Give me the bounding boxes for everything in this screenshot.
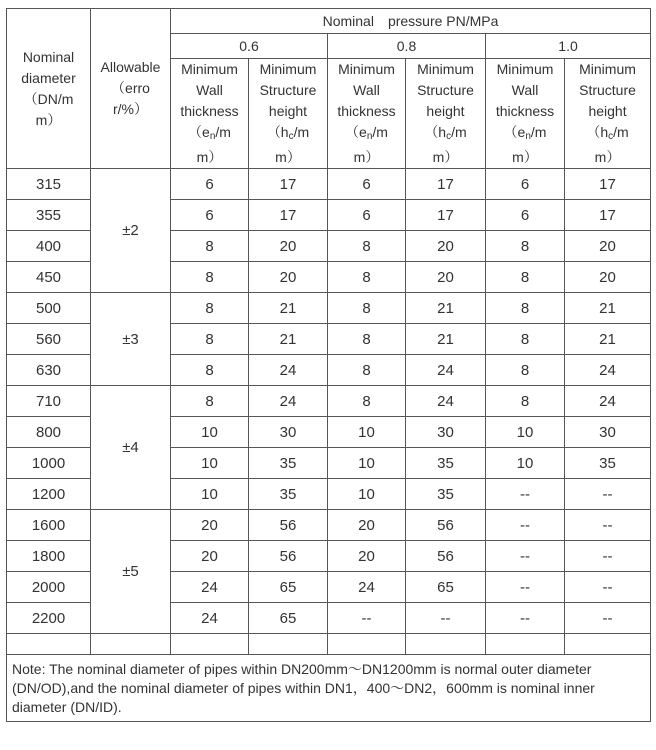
diameter-cell: 1600 <box>7 510 91 541</box>
structure-height-cell: -- <box>565 479 651 510</box>
note-row <box>7 655 651 722</box>
table-row <box>7 386 651 417</box>
structure-height-cell: 20 <box>565 231 651 262</box>
wall-thickness-cell: -- <box>328 603 406 634</box>
structure-height-cell: -- <box>565 510 651 541</box>
wall-thickness-cell: 10 <box>328 479 406 510</box>
structure-height-cell: -- <box>565 541 651 572</box>
header-structure-height: Minimum Structure height （$h_c/m$ m） <box>565 59 651 169</box>
structure-height-cell: 35 <box>406 479 486 510</box>
structure-height-cell: 17 <box>406 200 486 231</box>
header-nominal-pressure: Nominal pressure PN/MPa <box>171 9 651 34</box>
wall-thickness-cell: 8 <box>486 386 565 417</box>
wall-thickness-cell: 8 <box>171 231 249 262</box>
structure-height-cell: 20 <box>406 231 486 262</box>
structure-height-cell: 35 <box>565 448 651 479</box>
allowable-error-cell: ±5 <box>91 510 171 634</box>
structure-height-cell: 30 <box>249 417 328 448</box>
wall-thickness-cell: 8 <box>171 324 249 355</box>
allowable-error-cell: ±3 <box>91 293 171 386</box>
structure-height-cell: 56 <box>406 510 486 541</box>
wall-thickness-cell: 10 <box>171 479 249 510</box>
wall-thickness-cell: 10 <box>486 417 565 448</box>
wall-thickness-cell: 20 <box>328 510 406 541</box>
structure-height-cell: 24 <box>565 355 651 386</box>
structure-height-cell: 35 <box>249 479 328 510</box>
allowable-error-cell: ±2 <box>91 169 171 293</box>
structure-height-cell: 21 <box>565 293 651 324</box>
diameter-cell: 450 <box>7 262 91 293</box>
wall-thickness-cell: 8 <box>328 386 406 417</box>
diameter-cell: 1200 <box>7 479 91 510</box>
structure-height-cell: 56 <box>249 510 328 541</box>
structure-height-cell: 24 <box>249 355 328 386</box>
empty-cell <box>171 634 249 655</box>
structure-height-cell: 21 <box>249 293 328 324</box>
wall-thickness-cell: 10 <box>171 417 249 448</box>
structure-height-cell: 21 <box>249 324 328 355</box>
diameter-cell: 315 <box>7 169 91 200</box>
wall-thickness-cell: 6 <box>486 169 565 200</box>
wall-thickness-cell: 6 <box>328 200 406 231</box>
structure-height-cell: 17 <box>406 169 486 200</box>
diameter-cell: 800 <box>7 417 91 448</box>
diameter-cell: 355 <box>7 200 91 231</box>
structure-height-cell: 20 <box>565 262 651 293</box>
structure-height-cell: 17 <box>249 200 328 231</box>
wall-thickness-cell: 6 <box>171 200 249 231</box>
structure-height-cell: 24 <box>249 386 328 417</box>
wall-thickness-cell: 8 <box>486 355 565 386</box>
diameter-cell: 2200 <box>7 603 91 634</box>
wall-thickness-cell: 8 <box>328 293 406 324</box>
structure-height-cell: -- <box>565 603 651 634</box>
structure-height-cell: 35 <box>406 448 486 479</box>
wall-thickness-cell: 8 <box>171 355 249 386</box>
table-row <box>7 169 651 200</box>
structure-height-cell: 65 <box>249 603 328 634</box>
structure-height-cell: 17 <box>565 200 651 231</box>
empty-row <box>7 634 651 655</box>
header-allowable-error: Allowable （erro r/%） <box>91 9 171 169</box>
diameter-cell: 630 <box>7 355 91 386</box>
structure-height-cell: 24 <box>565 386 651 417</box>
wall-thickness-cell: 8 <box>486 324 565 355</box>
wall-thickness-cell: 10 <box>171 448 249 479</box>
wall-thickness-cell: 8 <box>328 324 406 355</box>
structure-height-cell: 21 <box>406 324 486 355</box>
structure-height-cell: 56 <box>249 541 328 572</box>
wall-thickness-cell: 8 <box>171 293 249 324</box>
wall-thickness-cell: 8 <box>171 386 249 417</box>
structure-height-cell: 65 <box>406 572 486 603</box>
wall-thickness-cell: 24 <box>171 603 249 634</box>
pipe-spec-table <box>6 8 651 722</box>
wall-thickness-cell: 24 <box>171 572 249 603</box>
diameter-cell: 500 <box>7 293 91 324</box>
wall-thickness-cell: 10 <box>328 448 406 479</box>
wall-thickness-cell: 6 <box>328 169 406 200</box>
wall-thickness-cell: 6 <box>171 169 249 200</box>
structure-height-cell: 24 <box>406 386 486 417</box>
wall-thickness-cell: 20 <box>171 541 249 572</box>
diameter-cell: 560 <box>7 324 91 355</box>
wall-thickness-cell: 8 <box>486 231 565 262</box>
structure-height-cell: 17 <box>249 169 328 200</box>
header-pressure-value: 0.6 <box>171 34 328 59</box>
empty-cell <box>249 634 328 655</box>
wall-thickness-cell: 8 <box>486 293 565 324</box>
wall-thickness-cell: 6 <box>486 200 565 231</box>
wall-thickness-cell: -- <box>486 572 565 603</box>
header-wall-thickness: Minimum Wall thickness （$e_n/m$ m） <box>328 59 406 169</box>
wall-thickness-cell: 10 <box>486 448 565 479</box>
header-pressure-value: 0.8 <box>328 34 486 59</box>
empty-cell <box>565 634 651 655</box>
diameter-cell: 1800 <box>7 541 91 572</box>
wall-thickness-cell: -- <box>486 603 565 634</box>
diameter-cell: 400 <box>7 231 91 262</box>
header-structure-height: Minimum Structure height （$h_c/m$ m） <box>249 59 328 169</box>
empty-cell <box>486 634 565 655</box>
header-wall-thickness: Minimum Wall thickness （$e_n/m$ m） <box>486 59 565 169</box>
structure-height-cell: 56 <box>406 541 486 572</box>
wall-thickness-cell: 8 <box>171 262 249 293</box>
structure-height-cell: 21 <box>406 293 486 324</box>
wall-thickness-cell: 8 <box>486 262 565 293</box>
structure-height-cell: 17 <box>565 169 651 200</box>
wall-thickness-cell: -- <box>486 510 565 541</box>
wall-thickness-cell: -- <box>486 479 565 510</box>
header-structure-height: Minimum Structure height （$h_c/m$ m） <box>406 59 486 169</box>
structure-height-cell: 20 <box>406 262 486 293</box>
empty-cell <box>7 634 91 655</box>
wall-thickness-cell: 8 <box>328 231 406 262</box>
table-row <box>7 510 651 541</box>
header-nominal-diameter: Nominal diameter （DN/m m） <box>7 9 91 169</box>
wall-thickness-cell: 10 <box>328 417 406 448</box>
structure-height-cell: 21 <box>565 324 651 355</box>
wall-thickness-cell: 20 <box>171 510 249 541</box>
diameter-cell: 2000 <box>7 572 91 603</box>
structure-height-cell: 35 <box>249 448 328 479</box>
header-wall-thickness: Minimum Wall thickness （$e_n/m$ m） <box>171 59 249 169</box>
wall-thickness-cell: -- <box>486 541 565 572</box>
structure-height-cell: 30 <box>565 417 651 448</box>
structure-height-cell: -- <box>406 603 486 634</box>
table-row <box>7 293 651 324</box>
structure-height-cell: 20 <box>249 231 328 262</box>
empty-cell <box>406 634 486 655</box>
structure-height-cell: 65 <box>249 572 328 603</box>
empty-cell <box>91 634 171 655</box>
wall-thickness-cell: 24 <box>328 572 406 603</box>
diameter-cell: 1000 <box>7 448 91 479</box>
diameter-cell: 710 <box>7 386 91 417</box>
wall-thickness-cell: 20 <box>328 541 406 572</box>
structure-height-cell: 20 <box>249 262 328 293</box>
header-pressure-value: 1.0 <box>486 34 651 59</box>
structure-height-cell: 30 <box>406 417 486 448</box>
allowable-error-cell: ±4 <box>91 386 171 510</box>
note-text: Note: The nominal diameter of pipes within DN200mm～DN1200mm is normal outer diameter (DN/OD),and the nominal diameter of pipes within DN1，400～DN2，600mm is nominal inner diameter (DN/ID). <box>7 655 651 722</box>
empty-cell <box>328 634 406 655</box>
structure-height-cell: 24 <box>406 355 486 386</box>
wall-thickness-cell: 8 <box>328 355 406 386</box>
structure-height-cell: -- <box>565 572 651 603</box>
wall-thickness-cell: 8 <box>328 262 406 293</box>
